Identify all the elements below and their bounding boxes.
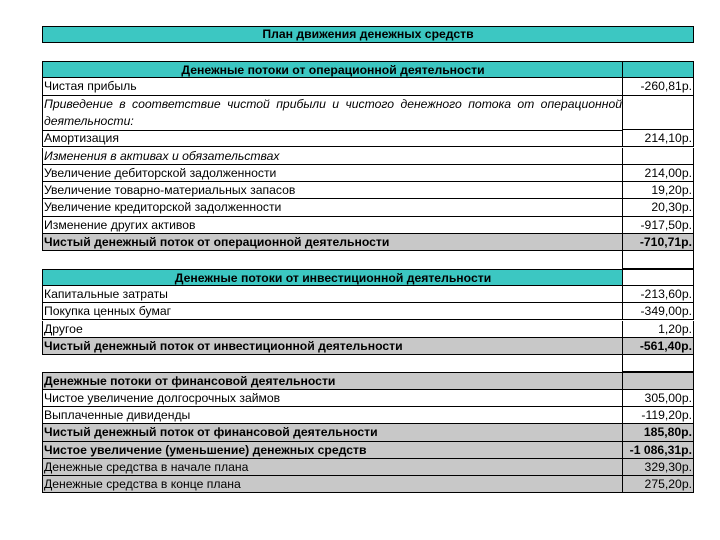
start-cash-row: [42, 459, 694, 476]
changes-label: Изменения в активах и обязательствах: [42, 148, 622, 165]
investing-header-row: [42, 269, 694, 286]
amortization-label: Амортизация: [42, 130, 622, 147]
financing-header: Денежные потоки от финансовой деятельности: [42, 373, 622, 389]
adjust-label: Приведение в соответствие чистой прибыли и чистого денежного потока от операционной деятельности:: [42, 96, 622, 132]
investing-header: Денежные потоки от инвестиционной деятельности: [42, 270, 622, 286]
table-row: Изменение других активов -917,50р.: [42, 217, 694, 234]
table-row: Чистое увеличение долгосрочных займов 305,00р.: [42, 390, 694, 407]
net-profit-value: -260,81р.: [622, 78, 694, 95]
operating-total-value: -710,71р.: [622, 234, 694, 251]
table-row: Увеличение кредиторской задолженности 20,30р.: [42, 199, 694, 216]
investing-total-row: [42, 338, 694, 355]
financing-total-row: [42, 424, 694, 441]
investing-total-label: Чистый денежный поток от инвестиционной деятельности: [42, 338, 622, 355]
net-change-row: [42, 442, 694, 459]
amortization-row: [42, 130, 694, 147]
start-cash-label: Денежные средства в начале плана: [42, 459, 622, 476]
net-change-value: -1 086,31р.: [622, 442, 694, 459]
net-change-label: Чистое увеличение (уменьшение) денежных средств: [42, 442, 622, 459]
financing-header-row: [42, 372, 694, 389]
table-row: Увеличение товарно-материальных запасов 19,20р.: [42, 182, 694, 199]
end-cash-label: Денежные средства в конце плана: [42, 476, 622, 493]
table-row: Увеличение дебиторской задолженности 214,00р.: [42, 165, 694, 182]
end-cash-value: 275,20р.: [622, 476, 694, 493]
investing-total-value: -561,40р.: [622, 338, 694, 355]
operating-header: Денежные потоки от операционной деятельности: [42, 62, 622, 78]
table-row: Выплаченные дивиденды -119,20р.: [42, 407, 694, 424]
plan-title: План движения денежных средств: [42, 26, 694, 43]
changes-row: [42, 148, 694, 165]
adjust-row: [42, 96, 694, 131]
net-profit-row: [42, 78, 694, 95]
amortization-value: 214,10р.: [622, 130, 694, 147]
operating-total-row: [42, 234, 694, 251]
table-row: Капитальные затраты -213,60р.: [42, 286, 694, 303]
financing-total-value: 185,80р.: [622, 424, 694, 441]
table-row: Покупка ценных бумаг -349,00р.: [42, 303, 694, 320]
operating-header-row: [42, 61, 694, 78]
operating-total-label: Чистый денежный поток от операционной деятельности: [42, 234, 622, 251]
financing-total-label: Чистый денежный поток от финансовой деятельности: [42, 424, 622, 441]
end-cash-row: [42, 476, 694, 493]
table-row: Другое 1,20р.: [42, 321, 694, 338]
net-profit-label: Чистая прибыль: [42, 78, 622, 95]
start-cash-value: 329,30р.: [622, 459, 694, 476]
